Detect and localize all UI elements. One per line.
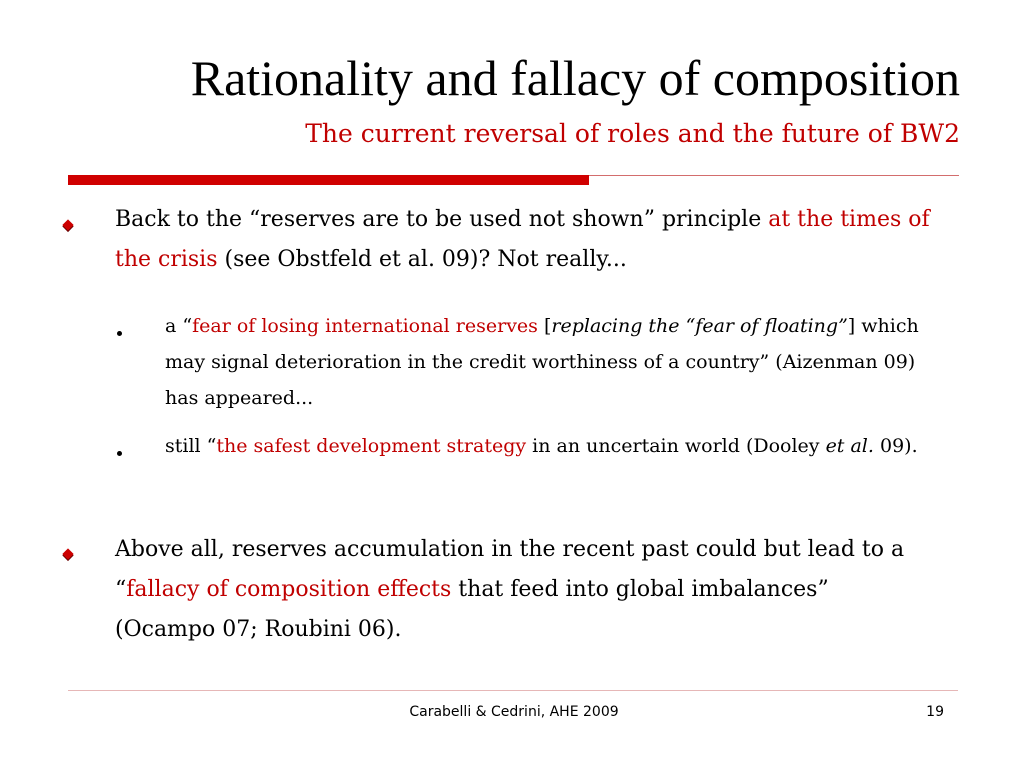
slide-subtitle: The current reversal of roles and the future of BW2	[305, 119, 960, 148]
sub-bullet-text: a “	[165, 315, 193, 337]
slide-title: Rationality and fallacy of composition	[190, 50, 960, 106]
bullet-text: Above all, reserves accumulation in the recent past could but lead to a “	[115, 537, 905, 602]
sub-bullet-item	[165, 428, 935, 464]
sub-bullet-dot-icon	[117, 331, 122, 336]
sub-bullet-item	[165, 308, 935, 416]
bullet-marker-icon	[62, 548, 73, 559]
sub-bullet-text: in an uncertain world (Dooley	[526, 435, 826, 457]
sub-bullet-highlight: the safest development strategy	[216, 435, 527, 457]
bullet-text: Back to the “reserves are to be used not shown” principle	[115, 207, 769, 232]
bullet-highlight: at the times of the crisis	[115, 207, 930, 272]
title-rule-thick	[68, 175, 589, 185]
sub-bullet-italic: replacing the “fear of floating”	[551, 315, 848, 337]
sub-bullet-text: still “	[165, 435, 217, 457]
bullet-text: that feed into global imbalances” (Ocampo 07; Roubini 06).	[115, 577, 829, 642]
bullet-marker-icon	[62, 219, 73, 230]
sub-bullet-text: [	[537, 315, 552, 337]
bullet-item	[115, 200, 955, 280]
bullet-text: (see Obstfeld et al. 09)? Not really...	[217, 247, 627, 272]
footer-text: Carabelli & Cedrini, AHE 2009	[409, 704, 619, 720]
bullet-highlight: fallacy of composition effects	[126, 577, 452, 602]
footer-rule	[68, 690, 958, 691]
sub-bullet-text: 09).	[873, 435, 918, 457]
sub-bullet-highlight: fear of losing international reserves	[192, 315, 538, 337]
title-rule-thin	[589, 175, 959, 176]
page-number: 19	[926, 704, 944, 720]
sub-bullet-text: ] which may signal deterioration in the credit worthiness of a country” (Aizenman 09) has appeared...	[165, 315, 919, 409]
sub-bullet-italic: et al.	[825, 435, 874, 457]
sub-bullet-dot-icon	[117, 451, 122, 456]
bullet-item	[115, 530, 935, 650]
